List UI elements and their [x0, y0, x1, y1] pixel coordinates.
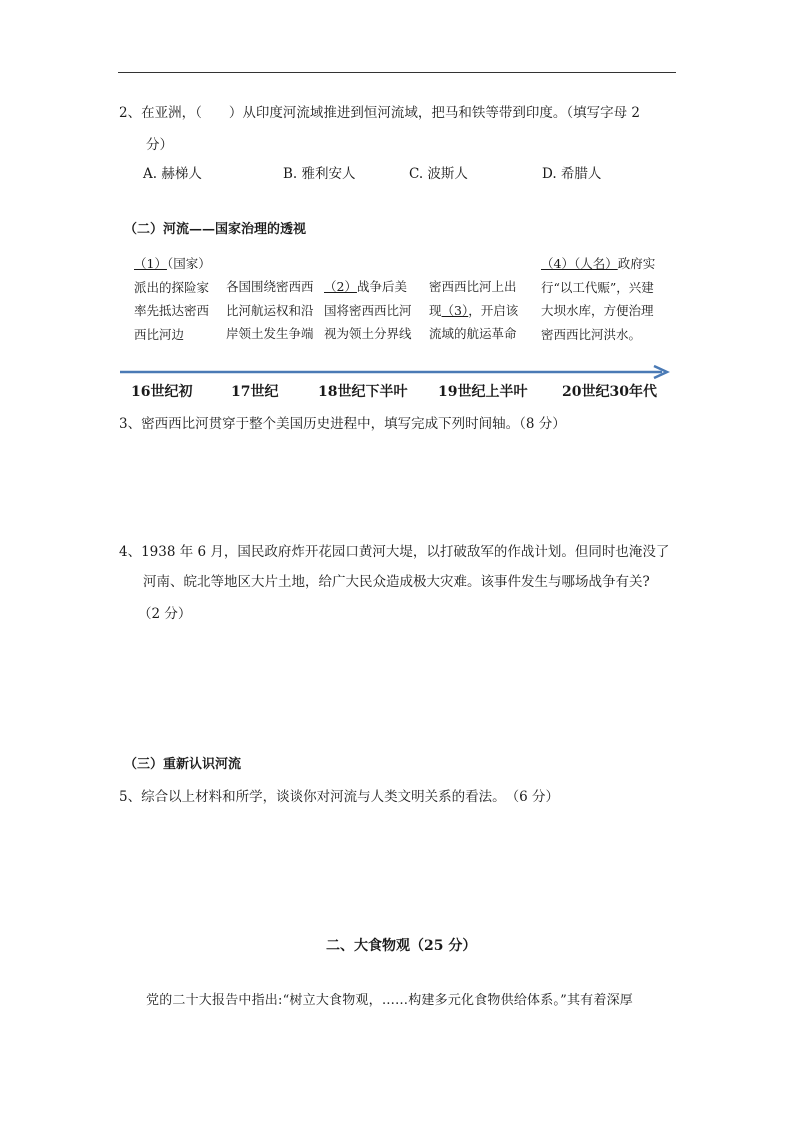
timeline-text-5: 政府实行“以工代赈”，兴建大坝水库，方便治理密西西比河洪水。 [541, 256, 656, 342]
q2-option-b: B. 雅利安人 [283, 166, 356, 182]
q2-option-c: C. 波斯人 [409, 166, 468, 182]
q2-line2: 分） [146, 137, 173, 153]
q5-text: 5、综合以上材料和所学，谈谈你对河流与人类文明关系的看法。 （6 分） [119, 789, 559, 805]
timeline-event-4 [429, 275, 519, 346]
q4-line3: （2 分） [138, 606, 192, 622]
section2-title: （二）河流——国家治理的透视 [124, 222, 307, 237]
era-label-2: 17世纪 [231, 384, 279, 400]
timeline-event-5 [541, 252, 665, 346]
era-label-4: 19世纪上半叶 [438, 384, 528, 400]
timeline-text-2: 各国围绕密西西比河航运权和沿岸领土发生争端 [226, 279, 314, 341]
era-label-3: 18世纪下半叶 [318, 384, 408, 400]
timeline-text-4b: ，开启该流域的航运革命 [429, 302, 519, 341]
timeline-text-1: （国家）派出的探险家率先抵达密西西比河边 [134, 256, 211, 342]
q2-line1: 2、在亚洲，（ ）从印度河流域推进到恒河流域，把马和铁等带到印度。（填写字母 2 [119, 105, 640, 121]
timeline-text-3: 战争后美国将密西西比河视为领土分界线 [324, 279, 412, 341]
timeline-event-3 [324, 275, 414, 346]
timeline-blank-3: （3） [441, 302, 469, 318]
era-label-5: 20世纪30年代 [562, 384, 657, 400]
timeline-event-2 [226, 275, 314, 346]
part2-title: 二、大食物观（25 分） [326, 938, 477, 954]
part2-paragraph: 党的二十大报告中指出:“树立大食物观，……构建多元化食物供给体系。”其有着深厚 [146, 993, 633, 1008]
timeline-blank-1: （1） [134, 256, 167, 271]
timeline-blank-2: （2） [324, 279, 357, 294]
q2-option-a: A. 赫梯人 [143, 166, 202, 182]
header-rule [118, 72, 676, 73]
q4-line1: 4、1938 年 6 月，国民政府炸开花园口黄河大堤，以打破敌军的作战计划。但同时也淹没了 [119, 544, 670, 560]
q4-line2: 河南、皖北等地区大片土地，给广大民众造成极大灾难。该事件发生与哪场战争有关? [143, 574, 650, 590]
timeline-text-4a: 密西西比河上出现 [429, 279, 517, 318]
timeline-arrow [118, 364, 674, 380]
era-label-1: 16世纪初 [131, 384, 193, 400]
timeline-blank-4: （4）（人名） [541, 256, 618, 271]
q3-text: 3、密西西比河贯穿于整个美国历史进程中，填写完成下列时间轴。（8 分） [119, 416, 566, 432]
q2-option-d: D. 希腊人 [542, 166, 602, 182]
section3-title: （三）重新认识河流 [124, 757, 242, 772]
timeline-event-1 [134, 252, 214, 346]
